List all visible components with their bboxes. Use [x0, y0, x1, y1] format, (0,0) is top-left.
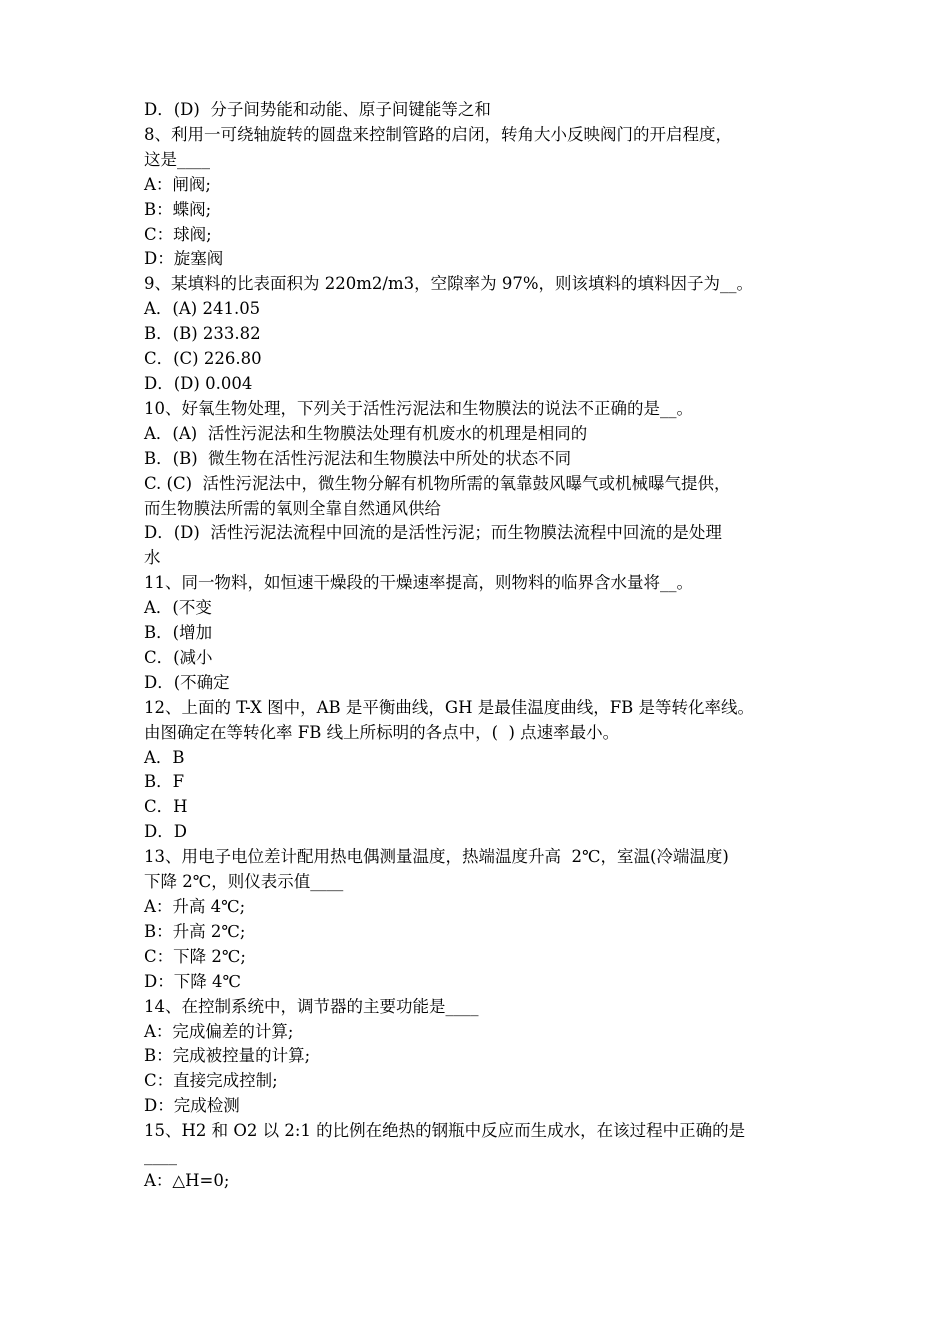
option-d-q10-line-2: 水 [144, 548, 161, 568]
question-10: 10、好氧生物处理，下列关于活性污泥法和生物膜法的说法不正确的是__。 [144, 398, 693, 418]
question-13-line-1: 13、用电子电位差计配用热电偶测量温度，热端温度升高 2℃，室温(冷端温度) [144, 847, 729, 867]
option-a-q12: A．B [144, 747, 185, 767]
option-b-q12: B．F [144, 772, 185, 792]
option-a-q8: A：闸阀; [144, 174, 211, 194]
option-c-q10-line-2: 而生物膜法所需的氧则全靠自然通风供给 [144, 498, 441, 518]
option-d-q9: D．(D) 0.004 [144, 373, 253, 393]
option-d-q12: D．D [144, 822, 187, 842]
option-d-q14: D：完成检测 [144, 1096, 240, 1116]
question-14: 14、在控制系统中，调节器的主要功能是____ [144, 996, 479, 1016]
option-c-q8: C：球阀; [144, 224, 212, 244]
option-b-q9: B．(B) 233.82 [144, 324, 261, 344]
option-a-q9: A．(A) 241.05 [144, 299, 261, 319]
option-b-q13: B：升高 2℃; [144, 921, 246, 941]
question-15-line-2: ____ [144, 1146, 177, 1166]
option-d-q10-line-1: D．(D) 活性污泥法流程中回流的是活性污泥；而生物膜法流程中回流的是处理 [144, 523, 722, 543]
question-8-line-1: 8、利用一可绕轴旋转的圆盘来控制管路的启闭，转角大小反映阀门的开启程度， [144, 124, 732, 144]
option-d-q8: D：旋塞阀 [144, 249, 224, 269]
option-a-q14: A：完成偏差的计算; [144, 1021, 294, 1041]
option-a-q13: A：升高 4℃; [144, 897, 246, 916]
option-d-q7: D．(D) 分子间势能和动能、原子间键能等之和 [144, 100, 491, 119]
question-9: 9、某填料的比表面积为 220m2/m3，空隙率为 97%，则该填料的填料因子为__。 [144, 274, 754, 294]
question-13-line-2: 下降 2℃，则仪表示值____ [144, 872, 344, 892]
option-c-q9: C．(C) 226.80 [144, 349, 262, 369]
question-8-line-2: 这是____ [144, 149, 210, 169]
option-c-q13: C：下降 2℃; [144, 946, 246, 966]
option-b-q14: B：完成被控量的计算; [144, 1046, 311, 1066]
option-d-q13: D：下降 4℃ [144, 971, 241, 991]
option-a-q11: A．(不变 [144, 598, 212, 618]
document-page [144, 98, 816, 1194]
option-a-q15: A：△H=0; [144, 1170, 230, 1190]
option-b-q10: B．(B) 微生物在活性污泥法和生物膜法中所处的状态不同 [144, 448, 572, 468]
option-c-q10-line-1: C. (C) 活性污泥法中，微生物分解有机物所需的氧靠鼓风曝气或机械曝气提供， [144, 473, 731, 493]
option-b-q11: B．(增加 [144, 623, 213, 643]
question-12-line-2: 由图确定在等转化率 FB 线上所标明的各点中，( ) 点速率最小。 [144, 722, 620, 742]
question-12-line-1: 12、上面的 T-X 图中，AB 是平衡曲线，GH 是最佳温度曲线，FB 是等转化率线。 [144, 697, 755, 717]
option-c-q11: C．(减小 [144, 647, 213, 667]
option-c-q14: C：直接完成控制; [144, 1071, 278, 1091]
question-15-line-1: 15、H2 和 O2 以 2:1 的比例在绝热的钢瓶中反应而生成水，在该过程中正确的是 [144, 1121, 746, 1141]
option-d-q11: D．(不确定 [144, 672, 230, 692]
option-b-q8: B：蝶阀; [144, 199, 212, 219]
question-11: 11、同一物料，如恒速干燥段的干燥速率提高，则物料的临界含水量将__。 [144, 573, 693, 593]
option-c-q12: C．H [144, 797, 188, 817]
option-a-q10: A．(A) 活性污泥法和生物膜法处理有机废水的机理是相同的 [144, 423, 588, 443]
